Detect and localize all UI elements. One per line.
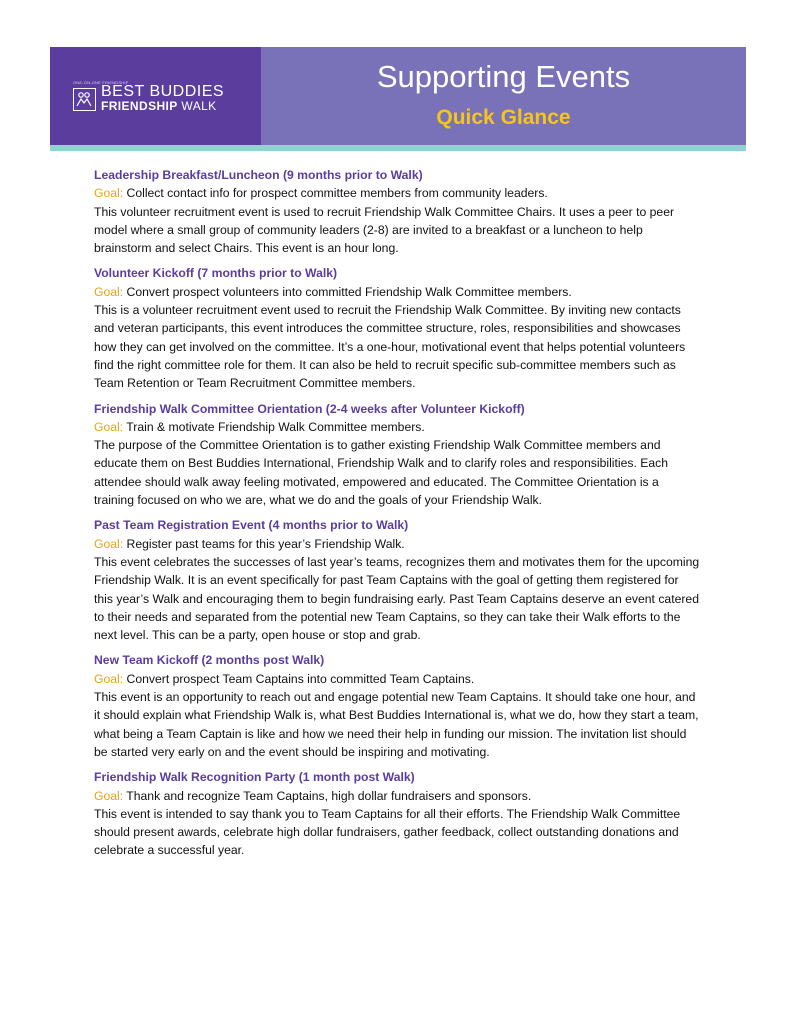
event-section (94, 651, 700, 761)
event-description: This is a volunteer recruitment event used to recruit the Friendship Walk Committee. By inviting new contacts and veteran participants, this event introduces the committee structure, roles, responsibilities and showcases how they can get involved on the committee. It’s a one-hour, motivational event that helps potential volunteers find the right committee role for them. It can also be held to recruit specific sub-committee members such as Team Retention or Team Recruitment Committee members. (94, 303, 686, 391)
logo-mark-icon (73, 88, 96, 111)
goal-label: Goal: (94, 419, 124, 434)
event-description: The purpose of the Committee Orientation is to gather existing Friendship Walk Committee members and educate them on Best Buddies International, Friendship Walk and to clarify roles and responsibilities. Each attendee should walk away feeling motivated, empowered and educated. The Committee Orientation is a training focused on who we are, what we do and the goals of your Friendship Walk. (94, 438, 669, 508)
goal-text: Convert prospect volunteers into committed Friendship Walk Committee members. (123, 284, 572, 299)
logo-word-friendship: FRIENDSHIP (101, 99, 178, 113)
event-section (94, 516, 700, 644)
goal-label: Goal: (94, 788, 124, 803)
event-title: Volunteer Kickoff (7 months prior to Walk) (94, 266, 338, 281)
goal-label: Goal: (94, 671, 124, 686)
goal-text: Register past teams for this year’s Friendship Walk. (123, 536, 405, 551)
event-title: Past Team Registration Event (4 months prior to Walk) (94, 518, 409, 533)
event-description: This event is intended to say thank you to Team Captains for all their efforts. The Friendship Walk Committee should present awards, celebrate high dollar fundraisers, gather feedback, collect outstanding donations and celebrate a successful year. (94, 806, 681, 858)
event-section (94, 400, 700, 510)
event-description: This event celebrates the successes of last year’s teams, recognizes them and motivates them for the upcoming Friendship Walk. It is an event specifically for past Team Captains with the goal of getting them registered for this year’s Walk and encouraging them to begin fundraising early. Past Team Captains deserve an event catered to their needs and separated from the potential new Team Captains, so they can take their Walk efforts to the next level. This can be a party, open house or stop and grab. (94, 554, 700, 643)
event-description: This volunteer recruitment event is used to recruit Friendship Walk Committee Chairs. It uses a peer to peer model where a small group of community leaders (2-8) are invited to a breakfast or a luncheon to help brainstorm and select Chairs. This event is an hour long. (94, 204, 675, 256)
page-subtitle: Quick Glance (436, 106, 571, 129)
events-list (94, 166, 700, 867)
goal-text: Train & motivate Friendship Walk Committee members. (123, 419, 425, 434)
logo-panel (50, 47, 261, 145)
goal-label: Goal: (94, 284, 124, 299)
event-section (94, 768, 700, 859)
event-goal (94, 535, 700, 553)
event-title: Friendship Walk Committee Orientation (2-4 weeks after Volunteer Kickoff) (94, 401, 525, 416)
logo-line-best-buddies: BEST BUDDIES (101, 83, 225, 100)
event-goal (94, 418, 700, 436)
event-goal (94, 283, 700, 301)
event-goal (94, 787, 700, 805)
logo-tagline: ONE-ON-ONE FRIENDSHIP (73, 80, 129, 85)
goal-text: Thank and recognize Team Captains, high dollar fundraisers and sponsors. (123, 788, 532, 803)
goal-label: Goal: (94, 186, 124, 201)
event-title: Leadership Breakfast/Luncheon (9 months prior to Walk) (94, 168, 423, 182)
event-title: New Team Kickoff (2 months post Walk) (94, 653, 325, 668)
logo-line-friendship-walk (101, 100, 217, 113)
event-goal (94, 670, 700, 688)
logo-word-walk: WALK (177, 99, 217, 113)
header-banner (50, 47, 746, 145)
goal-text: Collect contact info for prospect committee members from community leaders. (123, 186, 548, 201)
header-accent-stripe (50, 145, 746, 151)
event-description: This event is an opportunity to reach out and engage potential new Team Captains. It should take one hour, and it should explain what Friendship Walk is, what Best Buddies International is, what we do, how they start a team, what being a Team Captain is like and how we need their help in funding our mission. The invitation list should be started very early on and the event should be inspiring and motivating. (94, 690, 699, 759)
page-title: Supporting Events (376, 59, 631, 94)
goal-text: Convert prospect Team Captains into committed Team Captains. (123, 671, 475, 686)
event-goal (94, 184, 700, 202)
event-title: Friendship Walk Recognition Party (1 month post Walk) (94, 770, 415, 785)
goal-label: Goal: (94, 536, 124, 551)
event-section (94, 166, 700, 257)
event-section (94, 264, 700, 392)
